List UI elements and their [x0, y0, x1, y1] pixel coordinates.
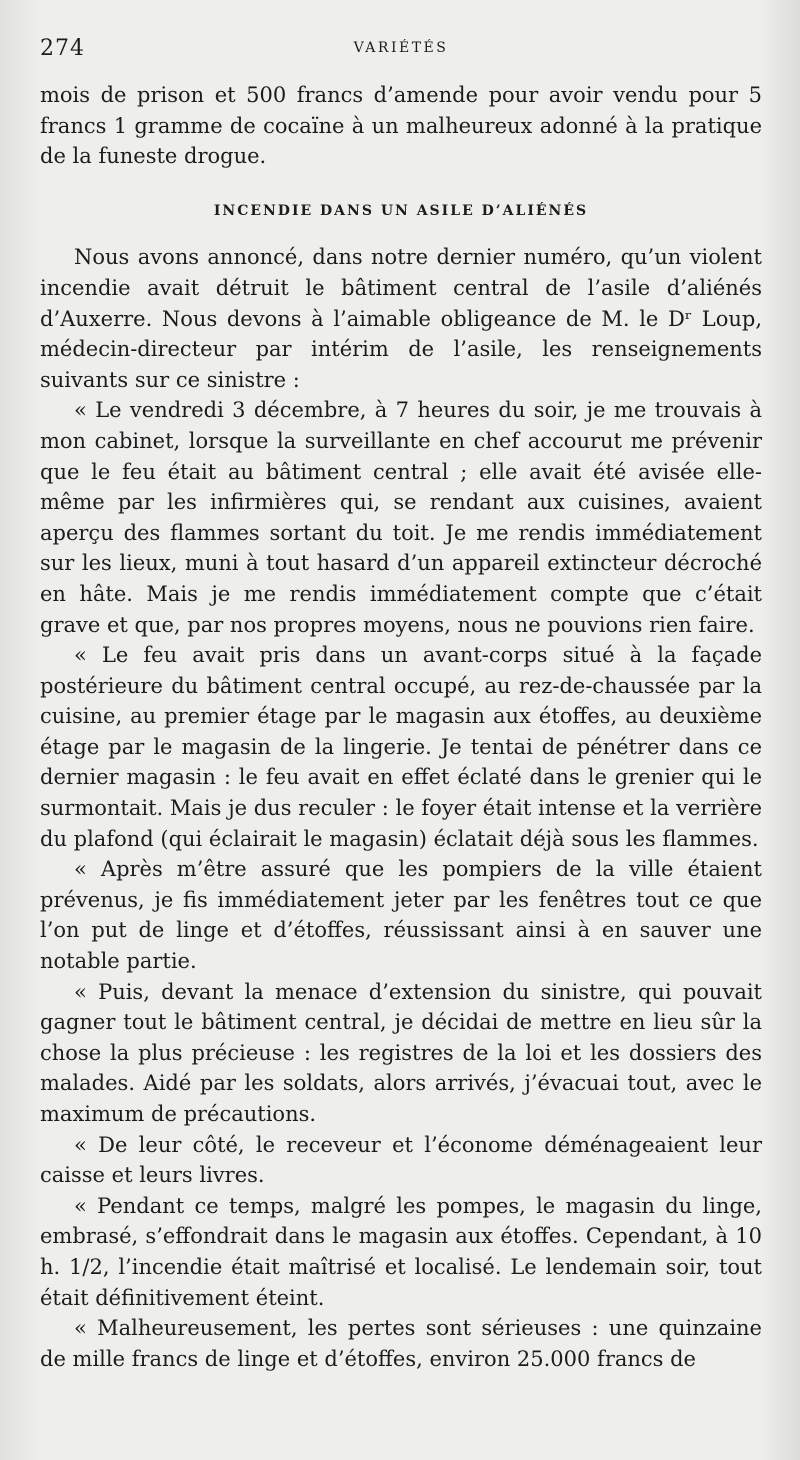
paragraph: « Après m’être assuré que les pompiers de la ville étaient prévenus, je fis immédiatement jeter par les fenêtres tout ce que l’on put de linge et d’étoffes, réussissant ainsi à en sauver une notable partie. — [40, 857, 762, 974]
continuation-paragraph: mois de prison et 500 francs d’amende pour avoir vendu pour 5 francs 1 gramme de cocaïne à un malheureux adonné à la pratique de la funeste drogue. — [40, 83, 762, 169]
paragraph: « Le feu avait pris dans un avant-corps situé à la façade postérieure du bâtiment central occupé, au rez-de-chaussée par la cuisine, au premier étage par le magasin aux étoffes, au deuxième étage par le magasin de la lingerie. Je tentai de pénétrer dans ce dernier magasin : le feu avait en effet éclaté dans le grenier qui le surmontait. Mais je dus reculer : le foyer était intense et la verrière du plafond (qui éclairait le magasin) éclatait déjà sous les flammes. — [40, 643, 762, 851]
body-text — [40, 80, 762, 1374]
paragraph: « Puis, devant la menace d’extension du sinistre, qui pouvait gagner tout le bâtiment central, je décidai de mettre en lieu sûr la chose la plus précieuse : les registres de la loi et les dossiers des malades. Aidé par les soldats, alors arrivés, j’évacuai tout, avec le maximum de précautions. — [40, 979, 762, 1126]
running-title: VARIÉTÉS — [353, 40, 449, 56]
paragraph: « Pendant ce temps, malgré les pompes, le magasin du linge, embrasé, s’effondrait dans le magasin aux étoffes. Cependant, à 10 h. 1/2, l’incendie était maîtrisé et localisé. Le lendemain soir, tout était définitivement éteint. — [40, 1193, 762, 1310]
paragraph: « Malheureusement, les pertes sont sérieuses : une quinzaine de mille francs de linge et d’étoffes, environ 25.000 francs de — [40, 1316, 762, 1371]
paragraph: Nous avons annoncé, dans notre dernier numéro, qu’un violent incendie avait détruit le bâtiment central de l’asile d’aliénés d’Auxerre. Nous devons à l’aimable obligeance de M. le Dʳ Loup, médecin-directeur par intérim de l’asile, les renseignements suivants sur ce sinistre : — [40, 245, 762, 392]
running-head — [40, 36, 762, 66]
paragraph: « De leur côté, le receveur et l’économe déménageaient leur caisse et leurs livres. — [40, 1132, 762, 1188]
page-number: 274 — [40, 36, 85, 61]
paragraph: « Le vendredi 3 décembre, à 7 heures du soir, je me trouvais à mon cabinet, lorsque la surveillante en chef accourut me prévenir que le feu était au bâtiment central ; elle avait été avisée elle-même par les infirmières qui, se rendant aux cuisines, avaient aperçu des flammes sortant du toit. Je me rendis immédiatement sur les lieux, muni à tout hasard d’un appareil extincteur décroché en hâte. Mais je me rendis immédiatement compte que c’était grave et que, par nos propres moyens, nous ne pouvions rien faire. — [40, 398, 762, 637]
article-heading: INCENDIE DANS UN ASILE D’ALIÉNÉS — [213, 202, 589, 219]
